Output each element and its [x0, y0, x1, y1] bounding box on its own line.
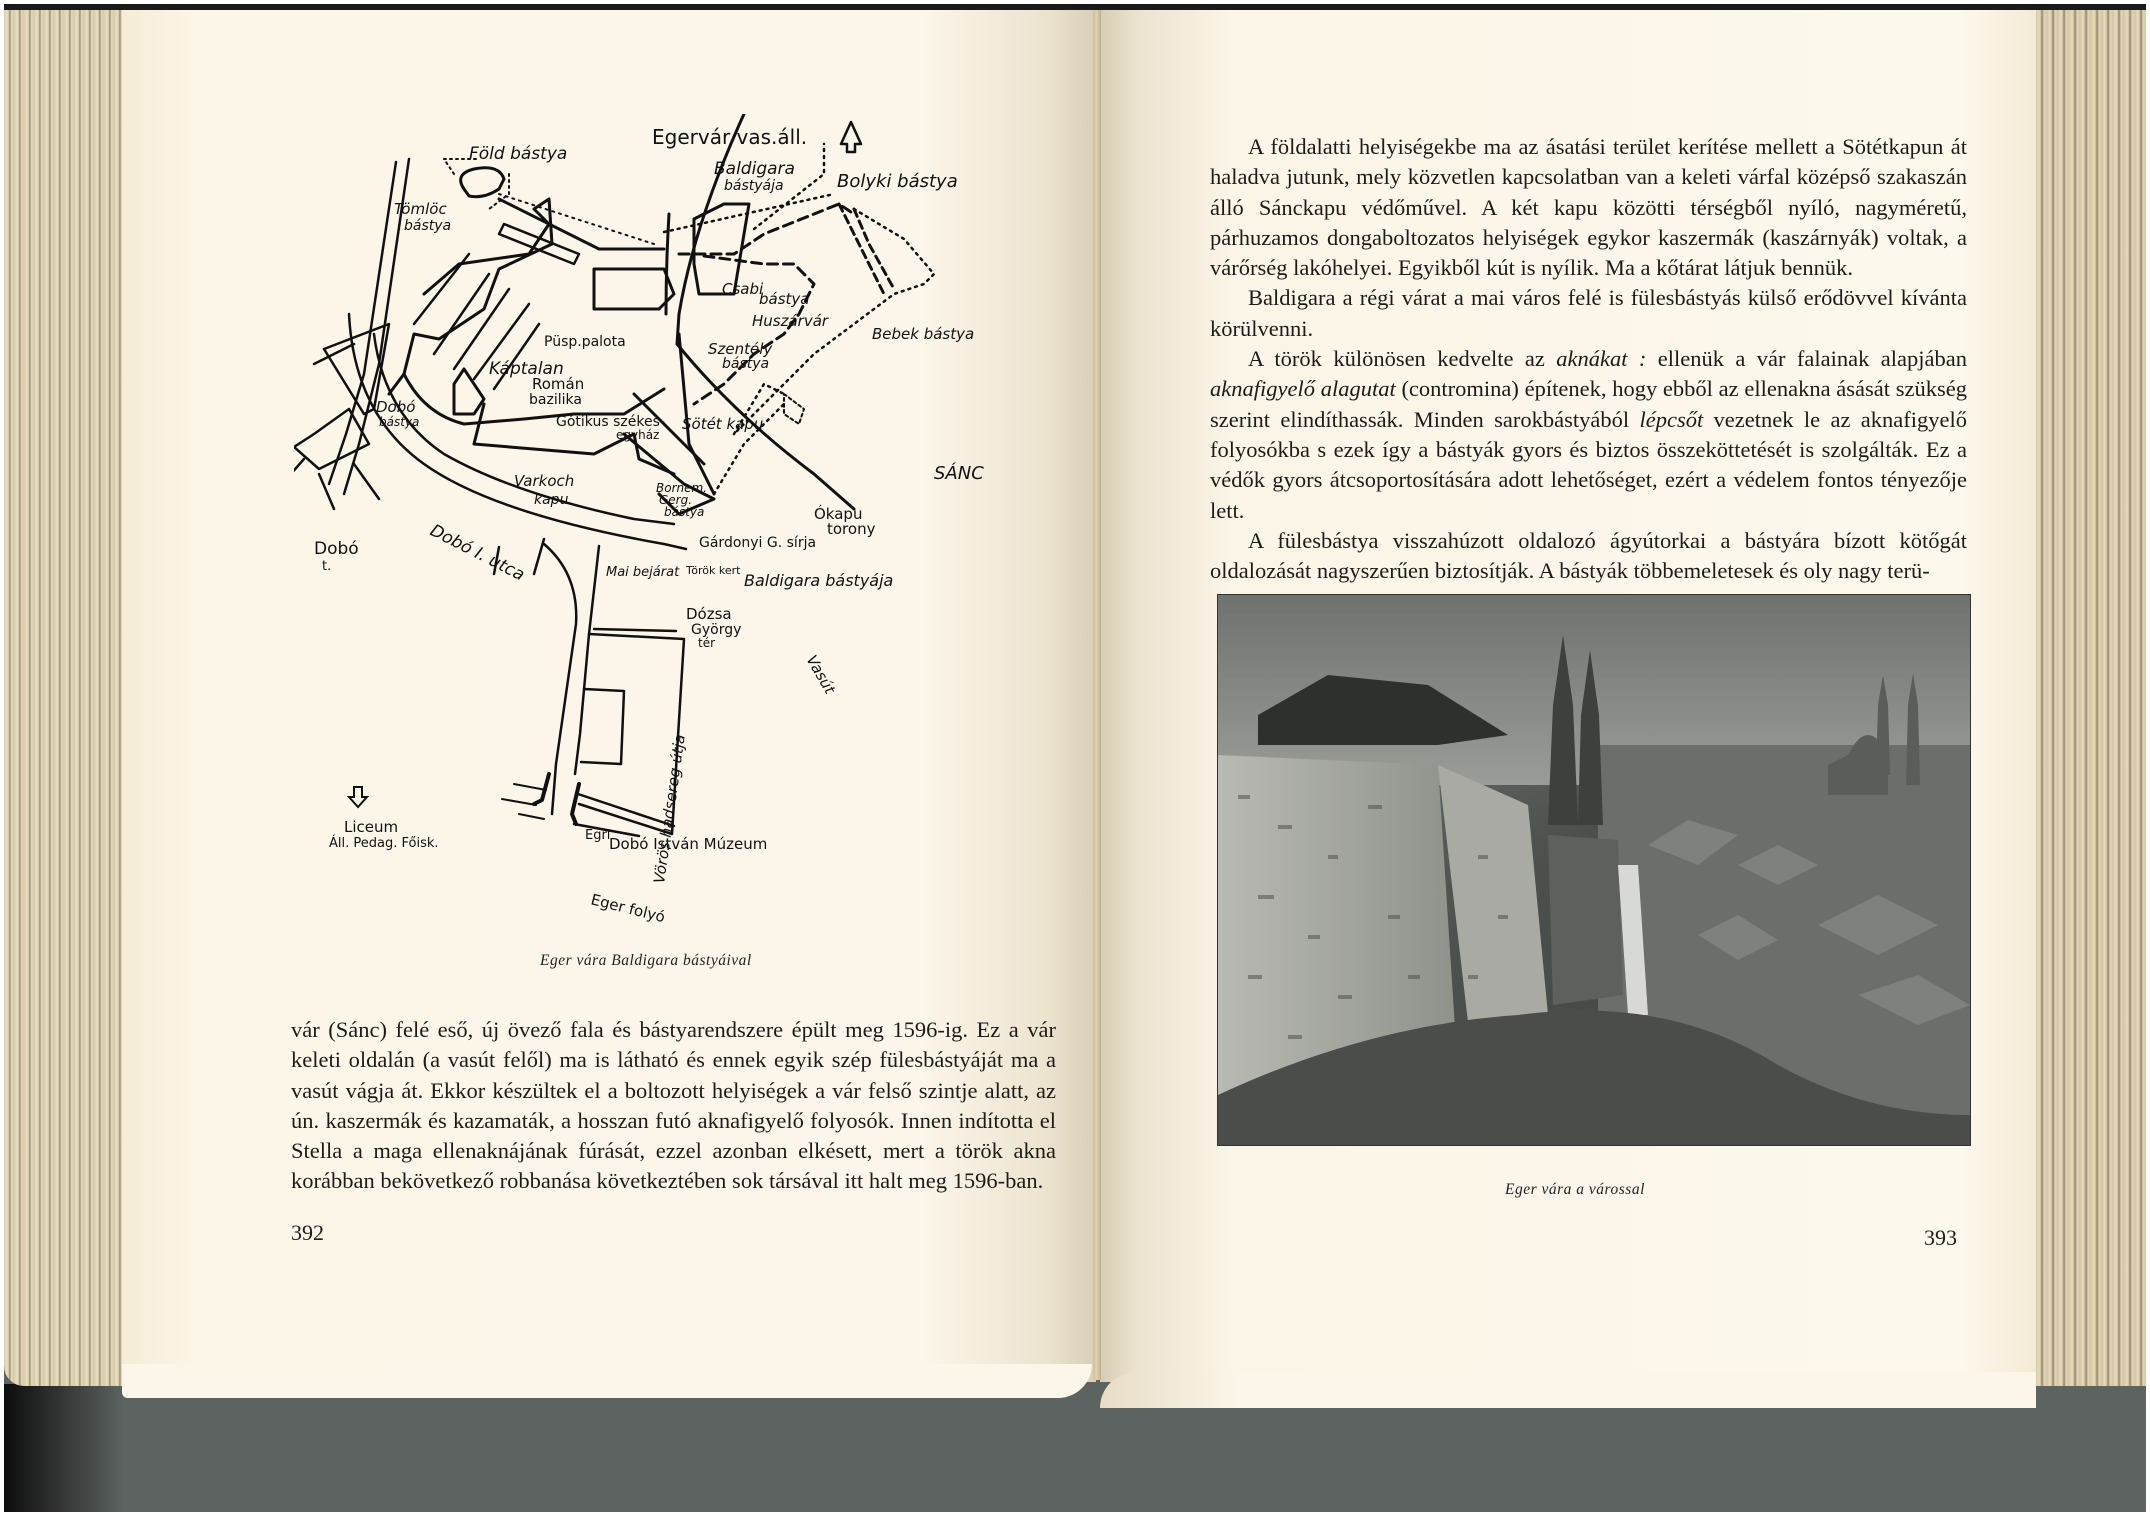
castle-map — [294, 114, 1094, 944]
map-label-kaptalan: Káptalan — [489, 359, 564, 379]
text-run: (contromina) építenek, hogy ebből az ellenakna ásását szükség szerint elindíthassák. Minden sarokbástyából — [1210, 376, 1967, 432]
map-label-liceum-1: Liceum — [344, 818, 399, 836]
right-paragraph-4: A fülesbástya visszahúzott oldalozó ágyútorkai a bástyára bízott kötőgát oldalozását nagyszerűen biztosítják. A bástyák többemeletesek és oly nagy terü- — [1210, 527, 1967, 584]
map-label-baldigara-bottom: Baldigara bástyája — [744, 571, 894, 590]
map-label-varkoch-1: Varkoch — [514, 472, 575, 490]
map-label-dobo-bastya-2: bástya — [379, 415, 420, 429]
dobo-ter-block — [294, 409, 369, 469]
map-label-eger-folyo: Eger folyó — [589, 890, 667, 927]
roman-bazilika — [594, 269, 674, 309]
liceum-arrow-icon — [349, 787, 367, 807]
map-label-dobo-ter-1: Dobó — [314, 539, 359, 559]
map-label-dobo-utca: Dobó I. utca — [426, 520, 528, 586]
right-page-stack — [2036, 10, 2146, 1386]
map-label-tomloc-1: Tömlöc — [394, 200, 447, 218]
text-run: A török különösen kedvelte az — [1248, 346, 1557, 372]
map-label-bornem-3: bástya — [664, 505, 705, 519]
map-label-mai-bejarat: Mai bejárat — [606, 565, 680, 580]
map-label-huszarvar: Huszárvár — [752, 312, 829, 330]
text-run: ellenük a vár falainak alapjában — [1646, 346, 1967, 372]
map-label-dozsa-1: Dózsa — [686, 605, 732, 623]
right-paragraph-1: A földalatti helyiségekbe ma az ásatási terület kerítése mellett a Sötétkapun át haladva jutunk, mely közvetlen kapcsolatban van a keleti várfal középső szakaszán álló Sánckapu védőművel. A két kapu közötti térségből nyíló, nagyméretű, párhuzamos dongaboltozatos helyiségek egykor kaszermák (kaszárnyák) voltak, a várőrség lakóhelyei. Egyikből kút is nyílik. Ma a kőtárat látjuk bennük. — [1210, 134, 1967, 281]
map-label-liceum-2: Áll. Pedag. Főisk. — [329, 836, 439, 851]
left-page-body — [291, 1015, 1056, 1197]
left-paragraph-1: vár (Sánc) felé eső, új övező fala és bástyarendszere épült meg 1596-ig. Ez a vár keleti oldalán (a vasút felől) ma is látható és ennek egyik szép fülesbástyáját ma a vasút vágja át. Ekkor készültek el a boltozott helyiségek a vár felső szintje alatt, az ún. kaszermák és kazamaták, a hosszan futó aknafigyelő folyosók. Innen indította el Stella a maga ellenaknájának fúrását, ezzel azonban elkésett, mert a török akna korábban bekövetkező robbanása következtében sok társával itt halt meg 1596-ban. — [291, 1017, 1056, 1194]
map-label-muzeum: Dobó István Múzeum — [609, 835, 768, 853]
map-label-bornem-2: Gerg. — [659, 493, 693, 507]
map-label-bebek: Bebek bástya — [872, 325, 975, 343]
map-label-dobo-bastya-1: Dobó — [376, 398, 416, 416]
map-label-dozsa-2: György — [691, 622, 742, 638]
page-number-left: 392 — [291, 1220, 324, 1245]
map-caption: Eger vára Baldigara bástyáival — [540, 952, 752, 969]
map-label-baldigara-top-1: Baldigara — [714, 159, 795, 179]
map-label-pusp-palota: Püsp.palota — [544, 334, 626, 350]
emphasis-lepcsot: lépcsőt — [1639, 406, 1704, 432]
map-label-csabi-2: bástya — [759, 290, 810, 308]
left-page-stack — [4, 10, 122, 1386]
map-label-torok-kert: Török kert — [686, 564, 741, 577]
emphasis-aknafigyelo: aknafigyelő alagutat — [1210, 376, 1396, 402]
map-label-sanc: SÁNC — [934, 463, 984, 484]
map-label-okapu-2: torony — [827, 520, 876, 538]
map-label-szentely-2: bástya — [722, 356, 770, 372]
map-label-station: Egervár vas.áll. — [652, 125, 808, 149]
page-number-right: 393 — [1924, 1225, 1957, 1250]
map-label-csabi-1: Csabi — [722, 280, 764, 298]
map-label-gotikus-2: egyház — [616, 428, 660, 442]
varkoch-kapu — [454, 369, 484, 414]
map-label-gotikus-1: Gótikus székes- — [556, 414, 665, 430]
map-label-okapu-1: Ókapu — [814, 505, 863, 523]
map-label-fold-bastya: Föld bástya — [469, 144, 568, 164]
map-label-dozsa-3: tér — [698, 636, 716, 650]
book-scan — [4, 4, 2146, 1512]
map-label-gardonyi: Gárdonyi G. sírja — [699, 535, 817, 551]
map-label-sotet-kapu: Sötét kapu — [682, 415, 764, 433]
north-arrow-icon — [841, 122, 861, 152]
map-label-voros-hadsereg: Vörös hadsereg útja — [650, 733, 689, 885]
fold-bastya — [461, 168, 504, 197]
map-label-bornem-1: Bornem. — [656, 481, 707, 495]
north-wall — [499, 199, 664, 249]
map-label-bolyki: Bolyki bástya — [837, 171, 958, 192]
emphasis-aknakat: aknákat : — [1556, 346, 1647, 372]
museum-inner — [581, 689, 624, 764]
right-page-body — [1210, 132, 1967, 586]
map-label-szentely-1: Szentély — [708, 340, 773, 358]
right-page-bottom — [1100, 1372, 2036, 1408]
castle-photo — [1217, 594, 1971, 1146]
book-gutter — [1093, 10, 1101, 1380]
okapu-torony — [784, 394, 804, 424]
right-paragraph-2: Baldigara a régi várat a mai város felé is fülesbástyás külső erődövvel kívánta körülvenni. — [1210, 285, 1967, 341]
table-shadow — [4, 1384, 124, 1512]
map-label-baldigara-top-2: bástyája — [724, 178, 784, 194]
right-paragraph-3 — [1210, 344, 1967, 526]
castle-photo-image — [1218, 595, 1970, 1145]
map-label-vasut: Vasút — [802, 652, 839, 698]
map-label-roman-2: bazilika — [529, 392, 582, 408]
map-label-dobo-ter-2: t. — [322, 559, 332, 574]
castle-map-figure — [294, 114, 1094, 944]
photo-caption: Eger vára a várossal — [1505, 1181, 1645, 1198]
left-page-bottom — [122, 1364, 1092, 1398]
map-label-egri: Egri — [585, 828, 611, 843]
map-label-varkoch-2: kapu — [534, 492, 569, 508]
map-label-tomloc-2: bástya — [404, 218, 452, 234]
map-label-roman-1: Román — [532, 375, 585, 393]
text-run: vezetnek le az aknafigyelő folyosókba s ezek így a bástyák gyors és biztos összeköttetését is szolgálták. Ez a védők gyors átcsoportosítására adott lehetőséget, ezért a védelem fontos tényezője lett. — [1210, 406, 1967, 523]
